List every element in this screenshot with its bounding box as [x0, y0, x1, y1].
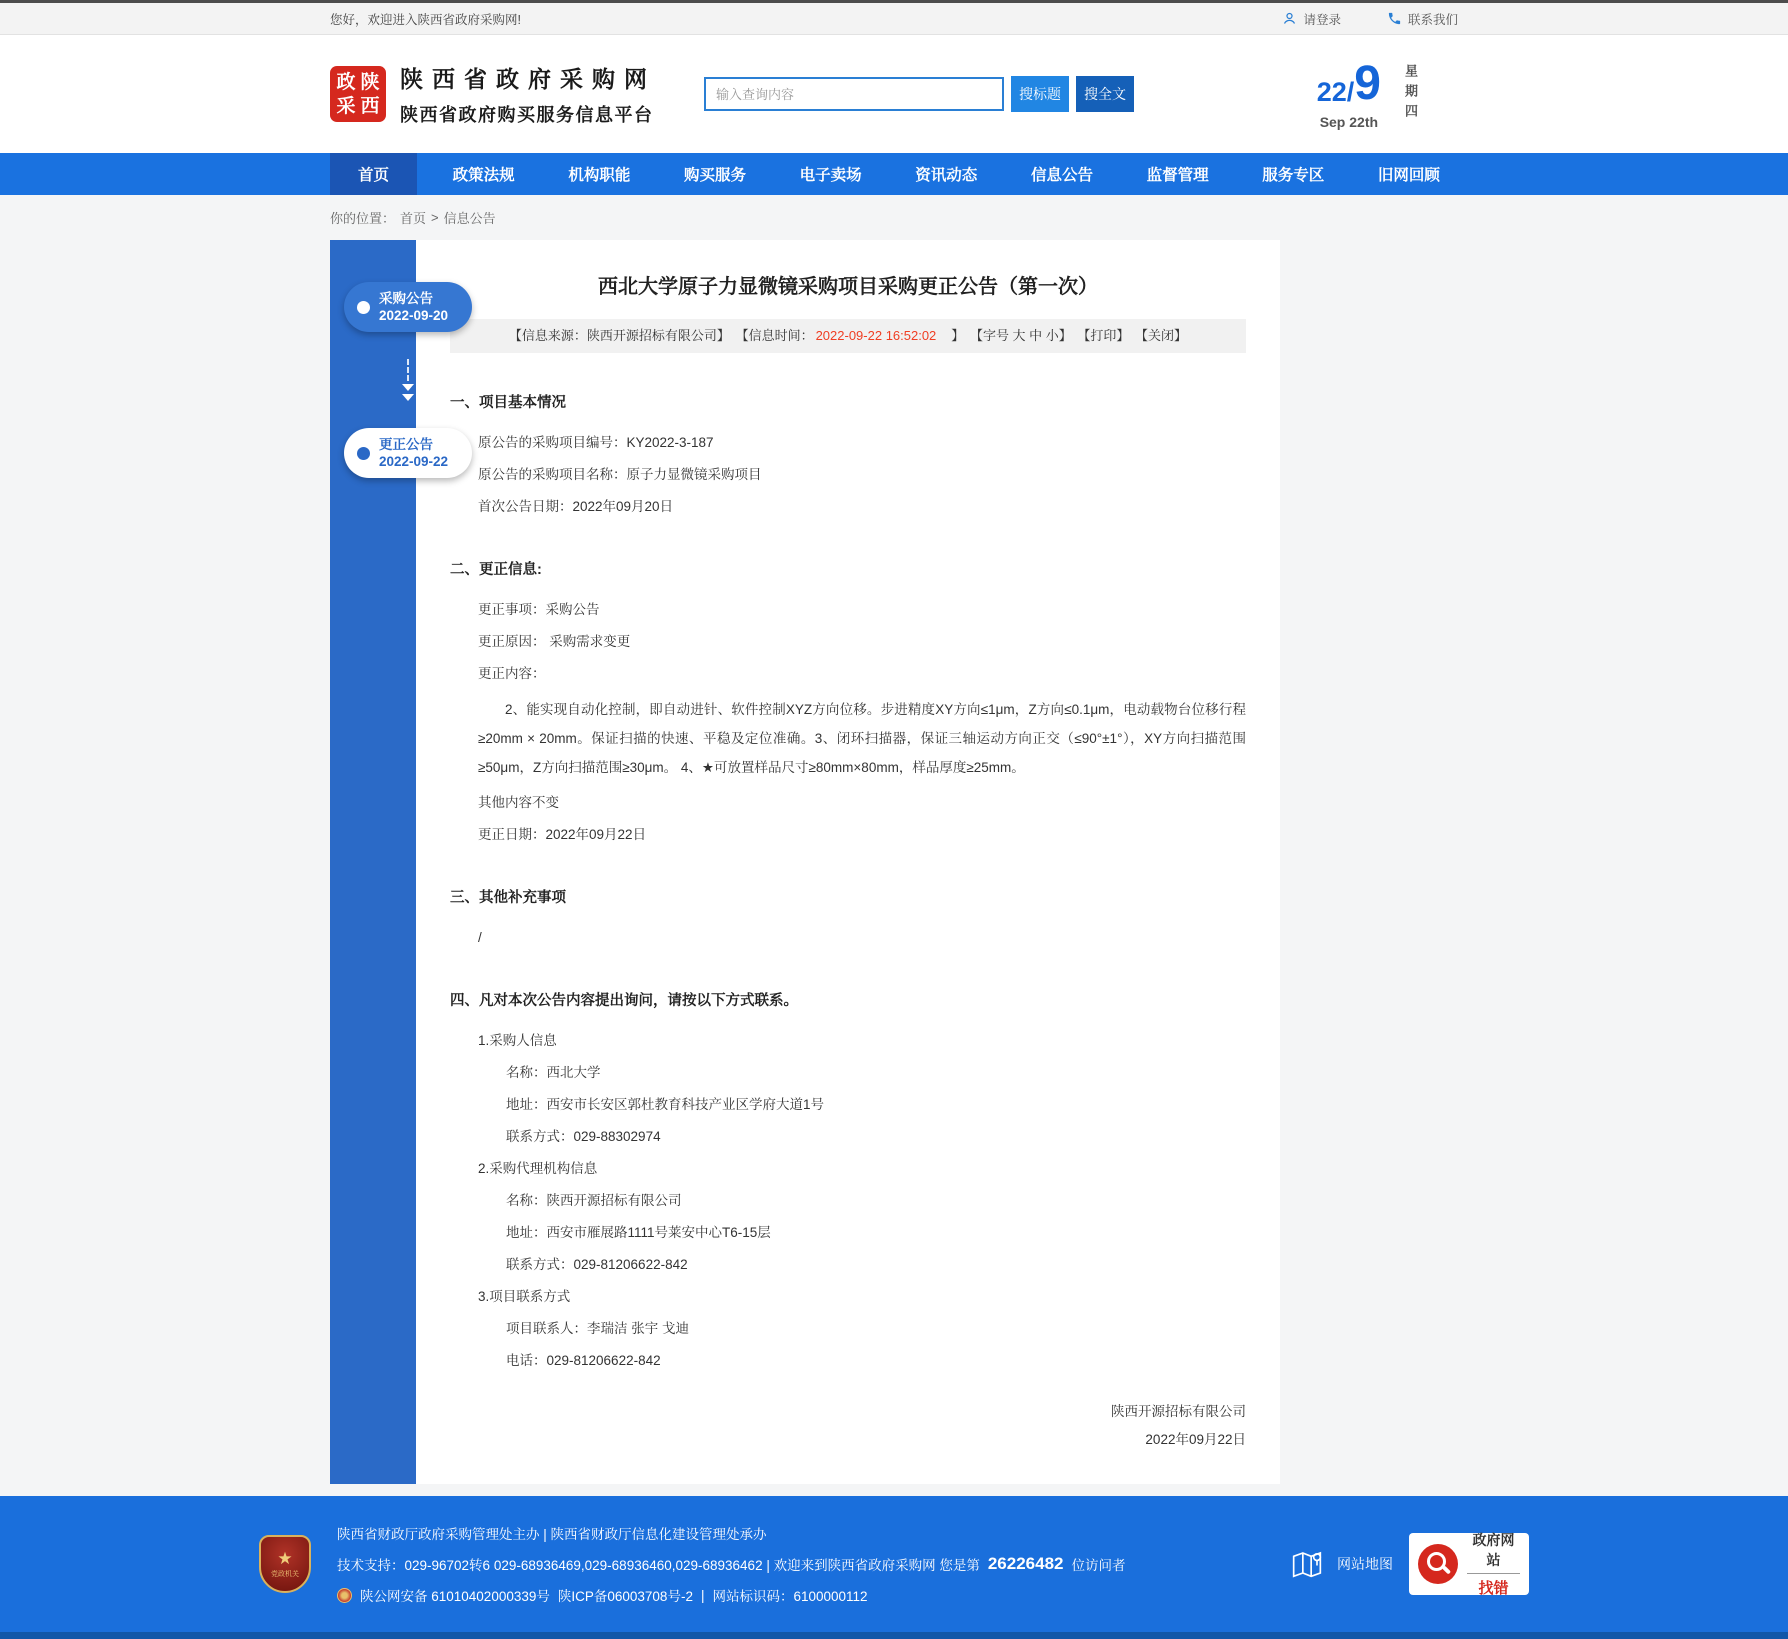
article-line: /	[478, 930, 482, 945]
footer-divider: |	[700, 1587, 705, 1603]
map-icon	[1287, 1543, 1327, 1586]
article-line: 原公告的采购项目编号：KY2022-3-187	[478, 435, 714, 450]
print-button[interactable]: 【打印】	[1077, 328, 1130, 343]
breadcrumb-current-link[interactable]: 信息公告	[443, 211, 496, 226]
breadcrumb-separator: >	[431, 210, 439, 225]
login-link[interactable]	[1282, 10, 1341, 28]
timeline-dot-icon	[357, 447, 370, 460]
timeline-item-title: 采购公告	[379, 291, 433, 306]
article-line: 首次公告日期：2022年09月20日	[478, 499, 674, 514]
contact-label: 联系我们	[1407, 12, 1458, 27]
meta-time-label: 【信息时间：	[735, 328, 814, 343]
sitemap-link[interactable]	[1287, 1543, 1393, 1586]
error-badge-sub: 找错	[1478, 1580, 1509, 1597]
article-panel	[416, 240, 1280, 1484]
nav-item-old-site[interactable]: 旧网回顾	[1377, 167, 1440, 184]
topbar	[0, 0, 1788, 35]
nav-item-news[interactable]: 资讯动态	[915, 167, 978, 184]
section-heading: 三、其他补充事项	[450, 890, 566, 906]
brand	[330, 61, 656, 127]
nav-item-service-zone[interactable]: 服务专区	[1262, 167, 1325, 184]
timeline-item-procurement-notice[interactable]	[344, 282, 472, 332]
timeline-sidebar	[330, 240, 449, 1484]
meta-time-close: 】	[938, 328, 965, 343]
article-line: 名称：陕西开源招标有限公司	[506, 1193, 682, 1208]
meta-time-value: 2022-09-22 16:52:02	[815, 328, 937, 343]
error-report-badge[interactable]	[1409, 1533, 1529, 1595]
logo-char: 西	[360, 95, 380, 117]
phone-icon	[1387, 11, 1402, 26]
correction-content-paragraph: 2、能实现自动化控制，即自动进针、软件控制XYZ方向位移。步进精度XY方向≤1μm，Z方向≤0.1μm，电动载物台位移行程≥20mm × 20mm。保证扫描的快速、平稳及定位准确。3、闭环扫描器，保证三轴运动方向正交（≤90°±1°），XY方向扫描范围≥50μm，Z方向扫描范围≥30μm。 4、★可放置样品尺寸≥80mm×80mm，样品厚度≥25mm。	[478, 702, 1246, 775]
search-title-button[interactable]: 搜标题	[1011, 76, 1069, 112]
search-input[interactable]	[704, 77, 1004, 111]
article-meta-bar	[450, 319, 1246, 353]
close-button[interactable]: 【关闭】	[1135, 328, 1188, 343]
search-fulltext-button[interactable]: 搜全文	[1076, 76, 1134, 112]
site-subtitle: 陕西省政府购买服务信息平台	[400, 105, 654, 125]
signature-org: 陕西开源招标有限公司	[1111, 1404, 1246, 1419]
emblem-star-icon: ★	[277, 1548, 293, 1568]
article-line: 其他内容不变	[478, 795, 559, 810]
article-line: 名称：西北大学	[506, 1065, 601, 1080]
search-bar	[704, 76, 1134, 112]
article-line: 更正日期：2022年09月22日	[478, 827, 647, 842]
public-security-filing[interactable]: 陕公网安备 61010402000339号	[360, 1589, 550, 1604]
timeline-item-date: 2022-09-20	[379, 308, 449, 323]
page-title: 西北大学原子力显微镜采购项目采购更正公告（第一次）	[598, 276, 1098, 298]
footer-registration-line	[337, 1585, 1125, 1605]
font-size-control[interactable]: 【字号 大 中 小】	[969, 328, 1072, 343]
nav-item-e-marketplace[interactable]: 电子卖场	[799, 167, 862, 184]
date-english: Sep 22th	[1319, 113, 1379, 130]
breadcrumb-home-link[interactable]: 首页	[400, 211, 427, 226]
icp-filing[interactable]: 陕ICP备06003708号-2	[557, 1589, 693, 1604]
article-line: 原公告的采购项目名称：原子力显微镜采购项目	[478, 467, 762, 482]
footer-visitor-suffix: 位访问者	[1071, 1558, 1126, 1573]
footer-organizer-line: 陕西省财政厅政府采购管理处主办 | 陕西省财政厅信息化建设管理处承办	[337, 1527, 767, 1542]
meta-source: 【信息来源：陕西开源招标有限公司】	[508, 328, 730, 343]
welcome-text: 您好，欢迎进入陕西省政府采购网!	[330, 12, 521, 27]
article-line: 联系方式：029-88302974	[506, 1129, 661, 1144]
date-month: 9	[1354, 57, 1381, 111]
nav-item-policies[interactable]: 政策法规	[452, 167, 515, 184]
article-line: 3.项目联系方式	[478, 1289, 571, 1304]
article-line: 地址：西安市长安区郭杜教育科技产业区学府大道1号	[506, 1097, 825, 1112]
article-line: 联系方式：029-81206622-842	[506, 1257, 688, 1272]
site-footer	[0, 1496, 1788, 1639]
visitor-count: 26226482	[987, 1554, 1064, 1573]
timeline-dot-icon	[357, 301, 370, 314]
article-line: 更正事项：采购公告	[478, 602, 600, 617]
timeline-item-title: 更正公告	[379, 437, 433, 452]
nav-item-home[interactable]: 首页	[330, 153, 417, 195]
logo-char: 政	[336, 71, 356, 93]
breadcrumb-prefix: 你的位置：	[330, 211, 396, 226]
article-line: 电话：029-81206622-842	[506, 1353, 661, 1368]
article-line: 1.采购人信息	[478, 1033, 557, 1048]
nav-item-supervision[interactable]: 监督管理	[1146, 167, 1209, 184]
logo-char: 陕	[360, 71, 380, 93]
site-title: 陕西省政府采购网	[400, 66, 656, 92]
date-separator: /	[1346, 76, 1355, 107]
signature-date: 2022年09月22日	[1145, 1432, 1246, 1447]
login-label: 请登录	[1303, 12, 1341, 27]
sitemap-label: 网站地图	[1337, 1556, 1393, 1572]
arrow-down-icon	[344, 359, 472, 401]
magnifier-icon	[1418, 1544, 1458, 1584]
site-header	[0, 35, 1788, 153]
site-logo	[330, 66, 386, 122]
contact-link[interactable]	[1387, 10, 1458, 28]
logo-char: 采	[336, 95, 356, 117]
party-government-emblem	[259, 1535, 311, 1593]
emblem-label: 党政机关	[271, 1570, 299, 1578]
date-weekday: 星期四	[1403, 64, 1418, 125]
nav-item-announcements[interactable]: 信息公告	[1030, 167, 1093, 184]
error-badge-title: 政府网站	[1467, 1530, 1520, 1574]
date-day: 22	[1316, 76, 1347, 107]
date-widget	[1317, 58, 1458, 129]
section-heading: 二、更正信息:	[450, 562, 542, 578]
section-heading: 一、项目基本情况	[450, 395, 566, 411]
article-line: 更正原因： 采购需求变更	[478, 634, 631, 649]
article-line: 项目联系人：李瑞洁 张宇 戈迪	[506, 1321, 690, 1336]
site-identification-code: 网站标识码：6100000112	[712, 1589, 868, 1604]
footer-support-text: 技术支持：029-96702转6 029-68936469,029-68936460,029-68936462 | 欢迎来到陕西省政府采购网 您是第	[337, 1558, 980, 1573]
nav-item-functions[interactable]: 机构职能	[568, 167, 631, 184]
timeline-item-date: 2022-09-22	[379, 454, 449, 469]
breadcrumb	[330, 195, 1458, 240]
timeline-item-correction-notice[interactable]	[344, 428, 472, 478]
footer-support-line	[337, 1554, 1125, 1574]
article-line: 2.采购代理机构信息	[478, 1161, 598, 1176]
section-heading: 四、凡对本次公告内容提出询问，请按以下方式联系。	[450, 993, 798, 1009]
nav-item-purchase-services[interactable]: 购买服务	[683, 167, 746, 184]
article-line: 更正内容：	[478, 666, 546, 681]
police-badge-icon	[337, 1588, 352, 1603]
article-line: 地址：西安市雁展路1111号莱安中心T6-15层	[506, 1225, 771, 1240]
main-nav	[0, 153, 1788, 195]
signature-block	[450, 1398, 1246, 1454]
user-icon	[1282, 11, 1297, 26]
